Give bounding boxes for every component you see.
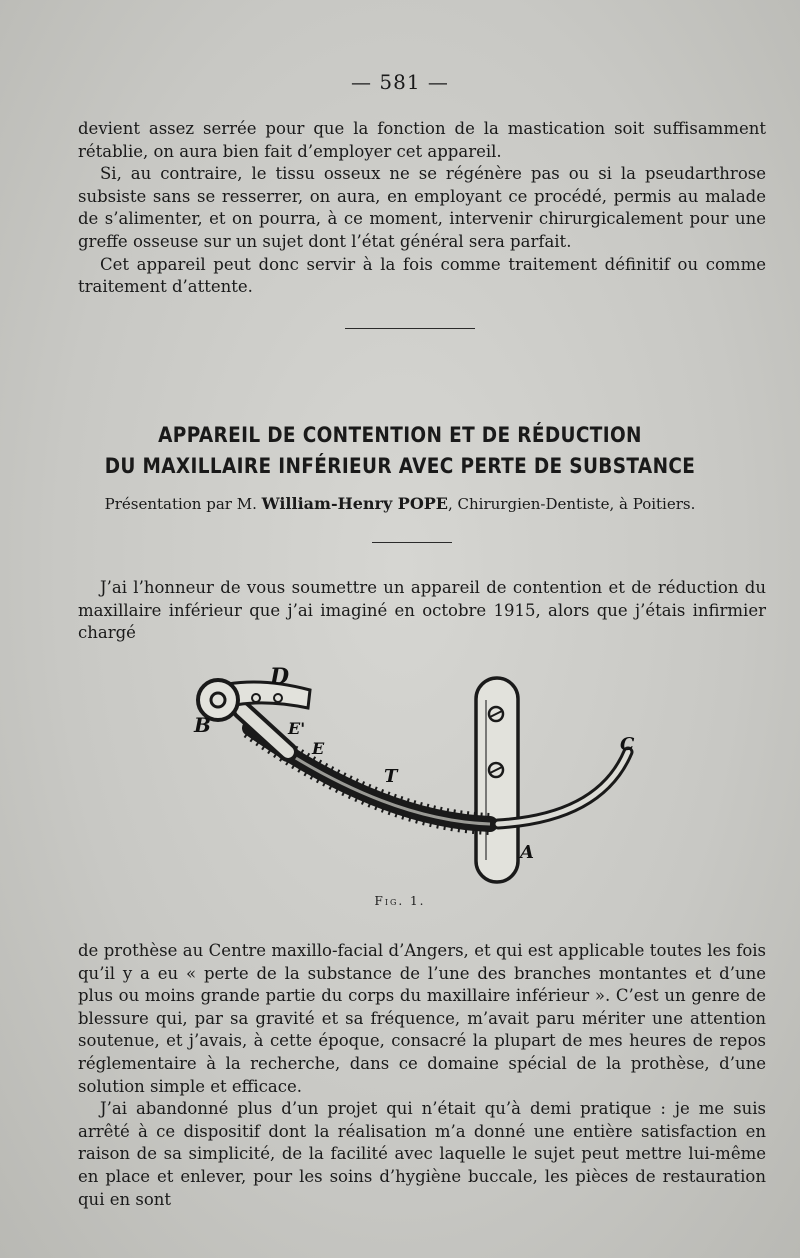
device-illustration (180, 660, 640, 890)
byline (0, 494, 800, 513)
author-name: William-Henry POPE (261, 494, 448, 513)
intro-text-block (78, 577, 766, 645)
label-a: A (520, 842, 534, 863)
label-d: D (270, 664, 290, 690)
label-e: E (312, 739, 325, 758)
article-title-line-2: DU MAXILLAIRE INFÉRIEUR AVEC PERTE DE SUBSTANCE (104, 454, 696, 478)
label-c: C (620, 734, 635, 755)
label-e-prime: E' (288, 719, 306, 738)
article-title-line-1: APPAREIL DE CONTENTION ET DE RÉDUCTION (158, 423, 642, 447)
paragraph: devient assez serrée pour que la fonction de la mastication soit suffisamment rétablie, on aura bien fait d’employer cet appareil. (78, 119, 766, 161)
label-t: T (384, 766, 398, 787)
byline-prefix: Présentation par M. (104, 495, 257, 513)
paragraph: Cet appareil peut donc servir à la fois comme traitement définitif ou comme traitement d’attente. (78, 254, 766, 297)
page-number: — 581 — (351, 70, 449, 94)
byline-suffix: , Chirurgien-Dentiste, à Poitiers. (448, 495, 696, 513)
paragraph: J’ai abandonné plus d’un projet qui n’était qu’à demi pratique : je me suis arrêté à ce dispositif dont la réalisation m’a donné une entière satisfaction en raison de sa simplicité, de la facilité avec laquelle le sujet peut mettre lui-même en place et enlever, pour les soins d’hygiène buccale, les pièces de restauration qui en sont (78, 1099, 766, 1209)
paragraph: de prothèse au Centre maxillo-facial d’Angers, et qui est applicable toutes les fois qu’il y a eu « perte de la substance de l’une des branches montantes et d’une plus ou moins grande partie du corps du maxillaire inférieur ». C’est un genre de blessure qui, par sa gravité et sa fréquence, m’avait paru mériter une attention soutenue, et j’avais, à cette époque, consacré la plupart de mes heures de repos réglementaire à la recherche, dans ce domaine spécial de la prothèse, d’une solution simple et efficace. (78, 941, 766, 1096)
bottom-text-block (78, 940, 766, 1211)
title-divider (372, 542, 452, 543)
paragraph: Si, au contraire, le tissu osseux ne se régénère pas ou si la pseudarthrose subsiste sans se resserrer, on aura, en employant ce procédé, permis au malade de s’alimenter, et on pourra, à ce moment, intervenir chirurgicalement pour une greffe osseuse sur un sujet dont l’état général sera parfait. (78, 164, 766, 251)
figure-caption: Fig. 1. (374, 894, 426, 908)
vertical-plate (476, 678, 518, 882)
top-text-block (78, 118, 766, 299)
label-b: B (194, 713, 211, 737)
section-divider (345, 328, 475, 329)
paragraph: J’ai l’honneur de vous soumettre un appareil de contention et de réduction du maxillaire inférieur que j’ai imaginé en octobre 1915, alors que j’étais infirmier chargé (78, 578, 766, 643)
